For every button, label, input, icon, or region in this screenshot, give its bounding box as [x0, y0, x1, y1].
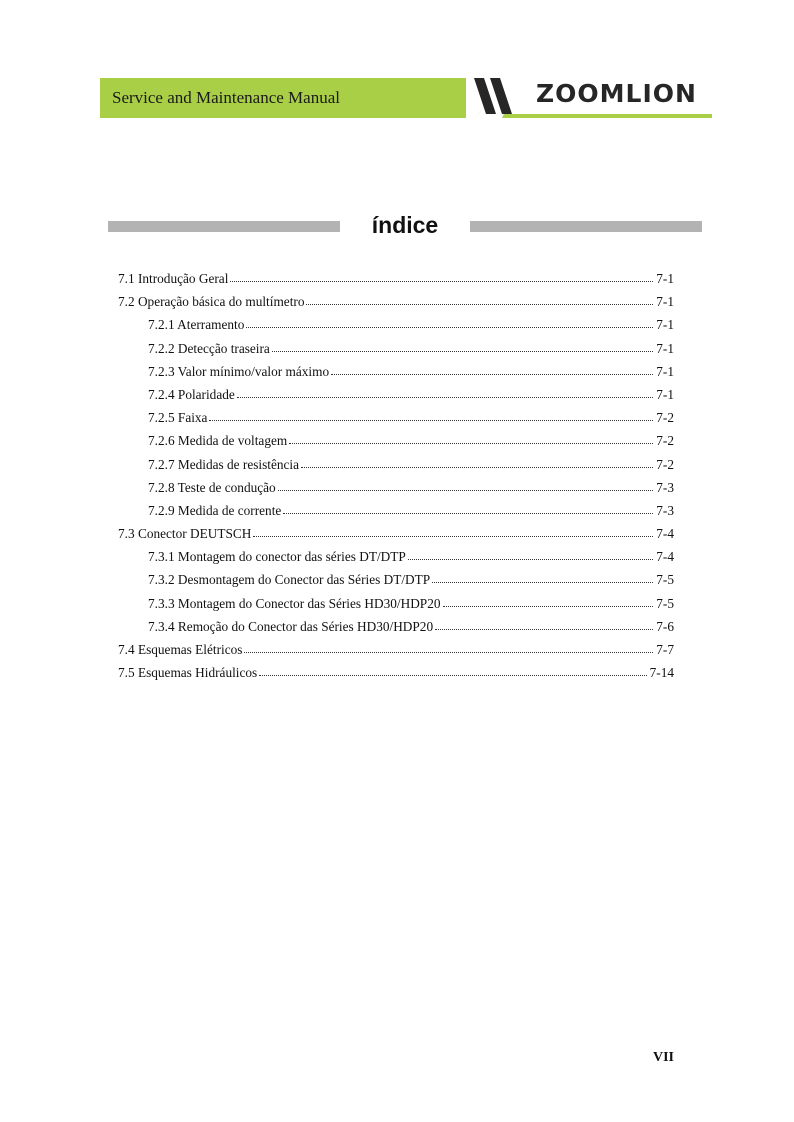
toc-entry-label: 7.2.5 Faixa — [148, 410, 208, 426]
toc-entry-page: 7-2 — [656, 433, 674, 449]
toc-entry-page: 7-2 — [656, 410, 674, 426]
toc-entry[interactable] — [118, 548, 674, 571]
toc-dot-leader — [289, 431, 653, 444]
toc-entry-page: 7-2 — [656, 456, 674, 472]
toc-entry-page: 7-4 — [656, 549, 674, 565]
toc-entry-label: 7.1 Introdução Geral — [118, 271, 229, 286]
toc-entry-page: 7-4 — [656, 526, 674, 542]
title-row — [108, 212, 702, 246]
toc-entry[interactable] — [118, 618, 674, 641]
toc-entry[interactable] — [118, 293, 674, 316]
page-number: VII — [652, 1050, 674, 1065]
title-divider-left — [108, 221, 340, 232]
table-of-contents — [118, 270, 674, 687]
toc-entry[interactable] — [118, 664, 674, 687]
toc-entry-label: 7.2.1 Aterramento — [148, 317, 245, 333]
toc-entry-label: 7.2.6 Medida de voltagem — [148, 433, 288, 449]
title-divider-right — [470, 221, 702, 232]
toc-entry-page: 7-6 — [656, 618, 674, 634]
toc-dot-leader — [435, 617, 653, 630]
toc-entry[interactable] — [118, 340, 674, 363]
toc-entry[interactable] — [118, 386, 674, 409]
toc-entry-label: 7.3 Conector DEUTSCH — [118, 526, 252, 542]
toc-entry-page: 7-5 — [656, 595, 674, 611]
toc-dot-leader — [259, 663, 646, 676]
toc-entry[interactable] — [118, 479, 674, 502]
toc-entry-page: 7-1 — [656, 386, 674, 402]
toc-entry-page: 7-1 — [656, 317, 674, 333]
toc-entry[interactable] — [118, 316, 674, 339]
toc-entry-page: 7-1 — [656, 294, 674, 310]
toc-entry-label: 7.4 Esquemas Elétricos — [118, 642, 243, 657]
toc-dot-leader — [283, 501, 653, 514]
toc-entry[interactable] — [118, 525, 674, 548]
toc-entry-page: 7-1 — [656, 340, 674, 356]
toc-dot-leader — [331, 362, 653, 375]
toc-entry[interactable] — [118, 571, 674, 594]
toc-entry-page: 7-5 — [656, 572, 674, 588]
toc-dot-leader — [306, 292, 653, 305]
toc-dot-leader — [278, 478, 654, 491]
toc-entry-label: 7.2.2 Detecção traseira — [148, 340, 270, 356]
toc-entry[interactable] — [118, 502, 674, 525]
toc-dot-leader — [237, 385, 653, 398]
toc-dot-leader — [230, 269, 653, 282]
toc-entry-label: 7.2.7 Medidas de resistência — [148, 456, 300, 472]
toc-dot-leader — [253, 524, 653, 537]
toc-entry[interactable] — [118, 456, 674, 479]
manual-title: Service and Maintenance Manual — [112, 88, 340, 107]
toc-entry-label: 7.3.1 Montagem do conector das séries DT/DTP — [148, 549, 406, 565]
toc-entry[interactable] — [118, 363, 674, 386]
toc-entry-page: 7-3 — [656, 479, 674, 495]
toc-entry-label: 7.2.3 Valor mínimo/valor máximo — [148, 363, 330, 379]
toc-dot-leader — [432, 570, 653, 583]
page-header — [100, 78, 712, 118]
toc-dot-leader — [443, 594, 654, 607]
toc-entry-label: 7.3.3 Montagem do Conector das Séries HD30/HDP20 — [148, 595, 441, 611]
toc-dot-leader — [301, 455, 653, 468]
toc-entry-page: 7-14 — [649, 665, 674, 681]
toc-entry-page: 7-7 — [656, 642, 674, 657]
toc-entry-label: 7.2.4 Polaridade — [148, 386, 235, 402]
toc-entry[interactable] — [118, 595, 674, 618]
toc-entry-page: 7-1 — [656, 363, 674, 379]
page-title: índice — [371, 212, 439, 238]
brand-logo — [466, 78, 712, 118]
toc-entry[interactable] — [118, 409, 674, 432]
toc-dot-leader — [246, 315, 653, 328]
toc-entry-label: 7.5 Esquemas Hidráulicos — [118, 665, 258, 681]
toc-entry-label: 7.2.9 Medida de corrente — [148, 502, 282, 518]
toc-dot-leader — [209, 408, 653, 421]
toc-entry-page: 7-3 — [656, 502, 674, 518]
toc-entry-label: 7.2 Operação básica do multímetro — [118, 294, 305, 310]
toc-dot-leader — [408, 547, 654, 560]
toc-dot-leader — [244, 640, 653, 653]
brand-logo-text: ZOOMLION — [536, 79, 697, 108]
toc-entry[interactable] — [118, 641, 674, 664]
toc-entry-label: 7.3.2 Desmontagem do Conector das Séries DT/DTP — [148, 572, 431, 588]
toc-entry[interactable] — [118, 432, 674, 455]
toc-entry-label: 7.2.8 Teste de condução — [148, 479, 276, 495]
toc-entry-label: 7.3.4 Remoção do Conector das Séries HD30/HDP20 — [148, 618, 434, 634]
toc-entry[interactable] — [118, 270, 674, 293]
toc-entry-page: 7-1 — [656, 271, 674, 286]
toc-dot-leader — [272, 339, 653, 352]
